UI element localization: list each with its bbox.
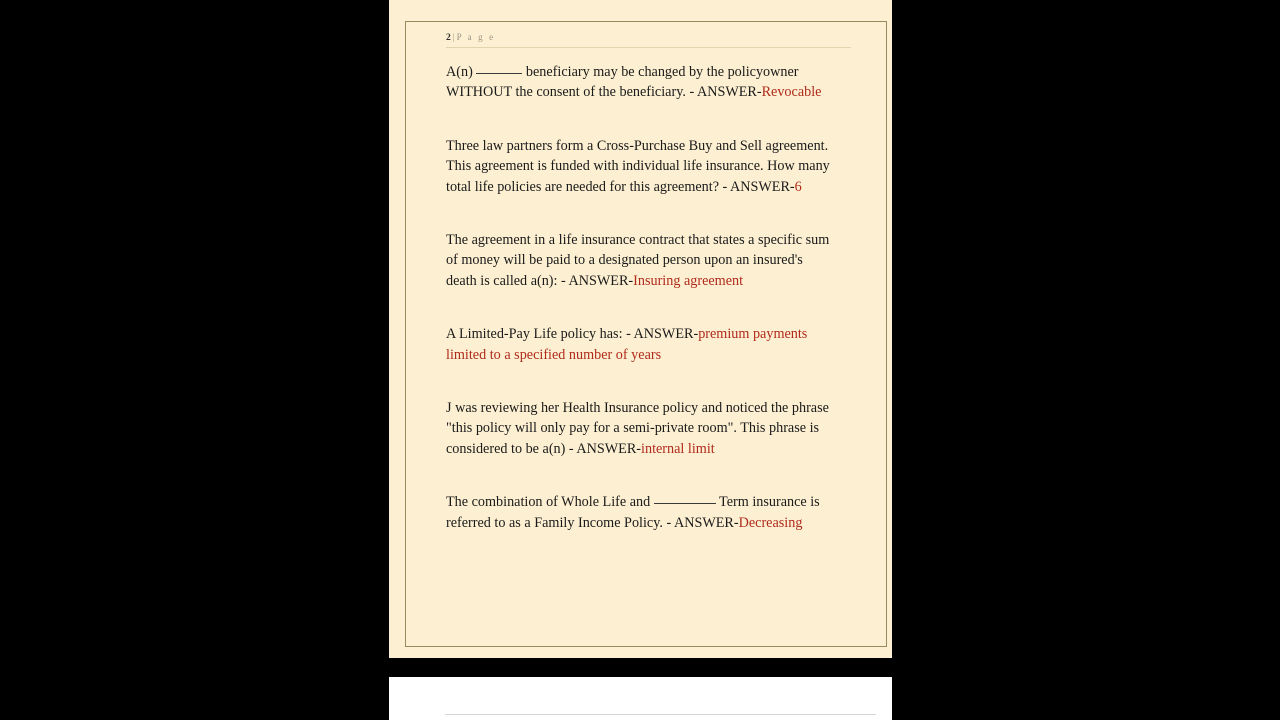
qa-answer: Insuring agreement [633, 272, 744, 289]
qa-question-part1: The agreement in a life insurance contract that states a specific sum of money will be paid to a designated person upon an insured's death is called a(n): - ANSWER- [446, 232, 830, 289]
qa-item-internal-limit [446, 398, 831, 459]
page-border-frame [405, 21, 887, 647]
qa-answer: internal limit [641, 440, 715, 457]
qa-answer: premium payments limited to a specified number of years [446, 326, 808, 363]
qa-question-part1: A(n) [446, 64, 477, 80]
page-header-separator: | [452, 32, 455, 42]
page-content-area [446, 31, 854, 646]
document-page-2[interactable] [389, 0, 892, 658]
qa-answer: Decreasing [738, 514, 803, 531]
qa-item-cross-purchase-buy-sell [446, 136, 831, 197]
qa-blank-underline [476, 73, 522, 74]
qa-question-part2: Term insurance is referred to as a Family Income Policy. - ANSWER- [446, 494, 820, 531]
next-page-border-edge [445, 714, 876, 715]
qa-list [446, 62, 854, 533]
qa-question-part1: Three law partners form a Cross-Purchase Buy and Sell agreement. This agreement is funded with individual life insurance. How many total life policies are needed for this agreement? - ANSWER- [446, 137, 830, 195]
document-page-3-partial[interactable] [389, 677, 892, 720]
qa-question-part2: beneficiary may be changed by the policyowner WITHOUT the consent of the beneficiary. - ANSWER- [446, 64, 799, 101]
page-number: 2 [446, 33, 451, 43]
page-header-label: P a g e [456, 32, 496, 42]
page-header [446, 31, 851, 48]
qa-question-part1: The combination of Whole Life and [446, 494, 654, 511]
qa-item-family-income-policy [446, 492, 831, 533]
qa-answer: 6 [794, 178, 802, 195]
qa-item-insuring-agreement [446, 230, 831, 291]
qa-item-limited-pay-life [446, 324, 831, 365]
qa-question-part1: A Limited-Pay Life policy has: - ANSWER- [446, 326, 699, 343]
letterbox-bar-left [0, 0, 389, 720]
qa-question-part1: J was reviewing her Health Insurance policy and noticed the phrase "this policy will only pay for a semi-private room". This phrase is considered to be a(n) - ANSWER- [446, 400, 829, 457]
letterbox-bar-right [892, 0, 1280, 720]
qa-item-revocable-beneficiary [446, 62, 831, 103]
qa-blank-underline [654, 503, 716, 504]
qa-answer: Revocable [761, 84, 822, 101]
